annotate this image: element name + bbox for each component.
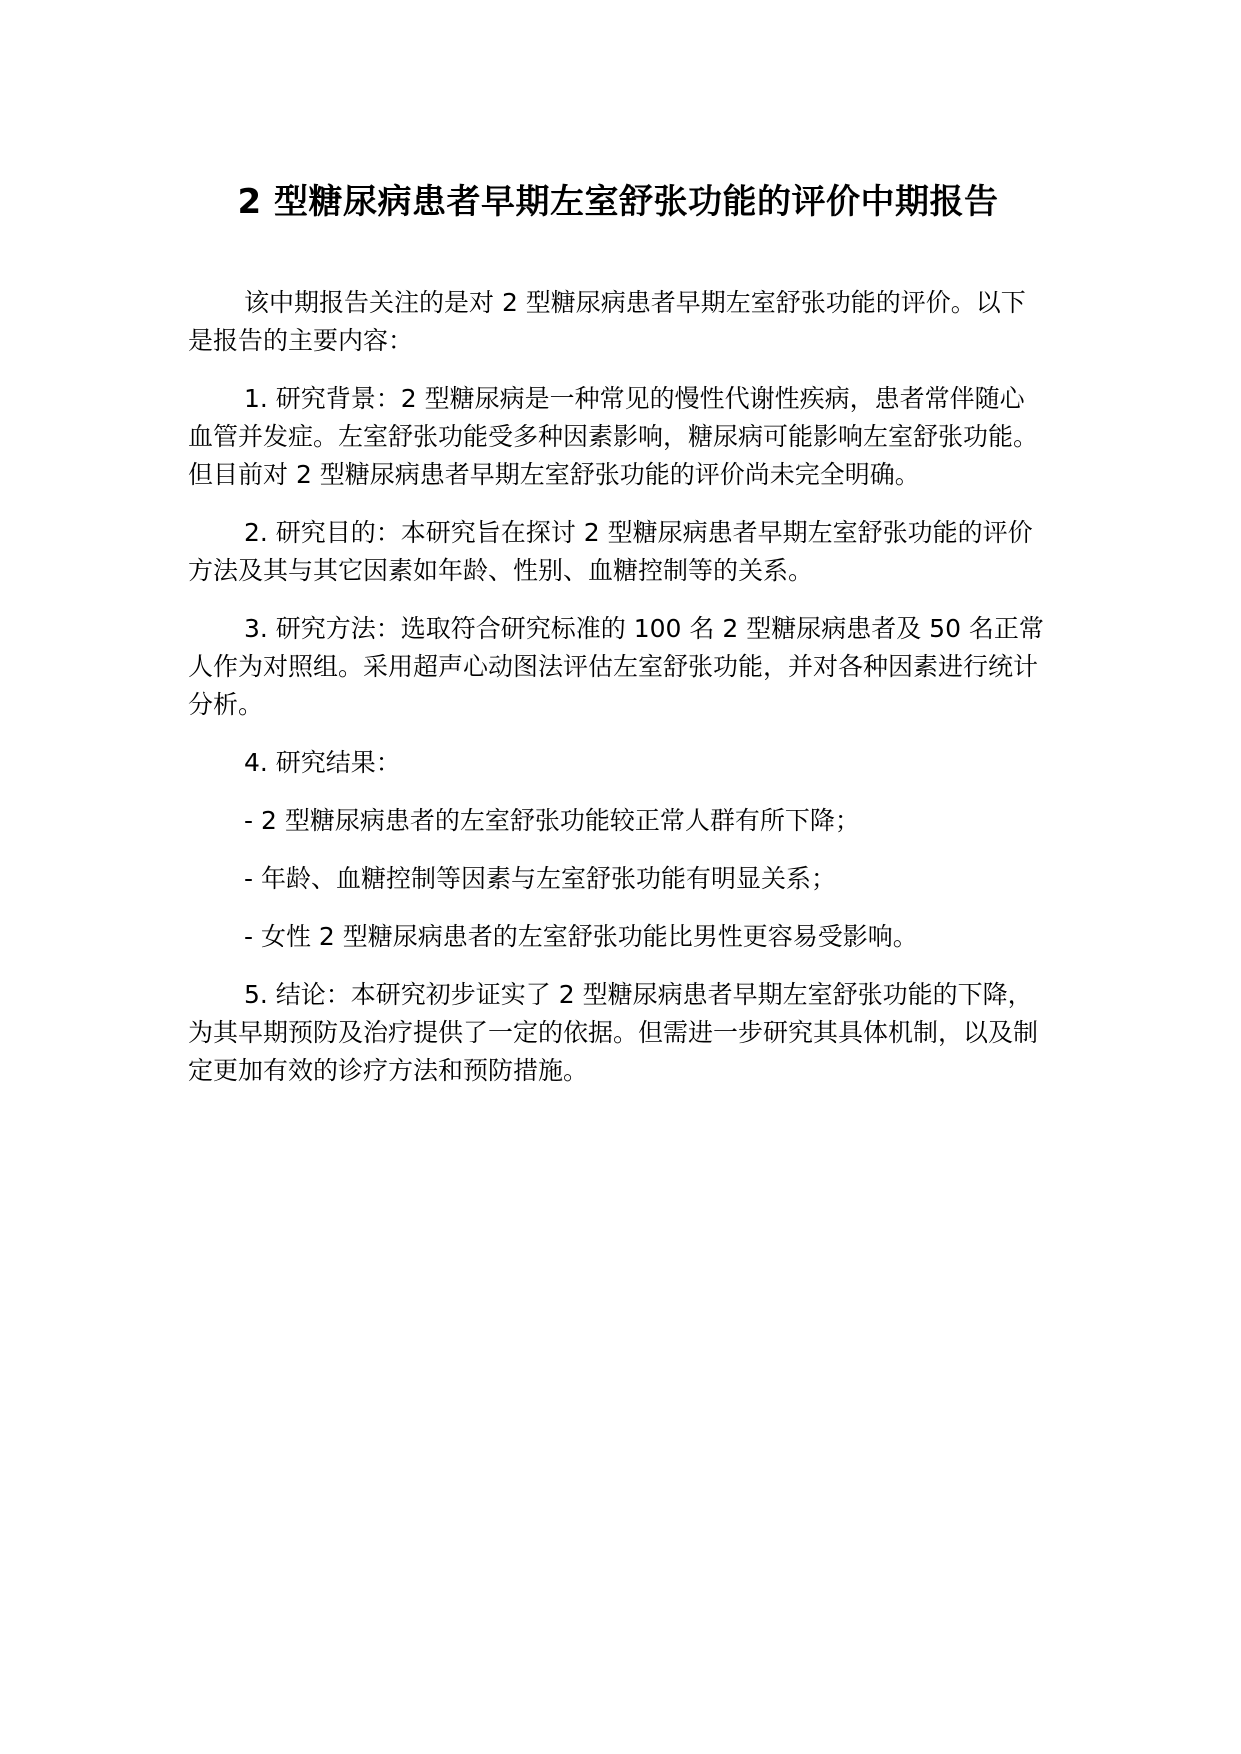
intro-paragraph: 该中期报告关注的是对 2 型糖尿病患者早期左室舒张功能的评价。以下是报告的主要内容： <box>188 288 1026 355</box>
document-page <box>188 178 1048 1110</box>
document-title: 2 型糖尿病患者早期左室舒张功能的评价中期报告 <box>237 182 999 222</box>
result-item-2: - 年龄、血糖控制等因素与左室舒张功能有明显关系； <box>244 864 836 893</box>
result-item-1: - 2 型糖尿病患者的左室舒张功能较正常人群有所下降； <box>244 806 860 835</box>
background-paragraph: 1. 研究背景：2 型糖尿病是一种常见的慢性代谢性疾病，患者常伴随心血管并发症。左室舒张功能受多种因素影响，糖尿病可能影响左室舒张功能。但目前对 2 型糖尿病患者早期左室舒张功能的评价尚未完全明确。 <box>188 384 1039 489</box>
objective-paragraph: 2. 研究目的：本研究旨在探讨 2 型糖尿病患者早期左室舒张功能的评价方法及其与其它因素如年龄、性别、血糖控制等的关系。 <box>188 518 1033 585</box>
results-heading: 4. 研究结果： <box>244 748 401 777</box>
method-paragraph: 3. 研究方法：选取符合研究标准的 100 名 2 型糖尿病患者及 50 名正常人作为对照组。采用超声心动图法评估左室舒张功能，并对各种因素进行统计分析。 <box>188 614 1044 719</box>
conclusion-paragraph: 5. 结论：本研究初步证实了 2 型糖尿病患者早期左室舒张功能的下降，为其早期预防及治疗提供了一定的依据。但需进一步研究其具体机制，以及制定更加有效的诊疗方法和预防措施。 <box>188 980 1039 1085</box>
result-item-3: - 女性 2 型糖尿病患者的左室舒张功能比男性更容易受影响。 <box>244 922 918 951</box>
